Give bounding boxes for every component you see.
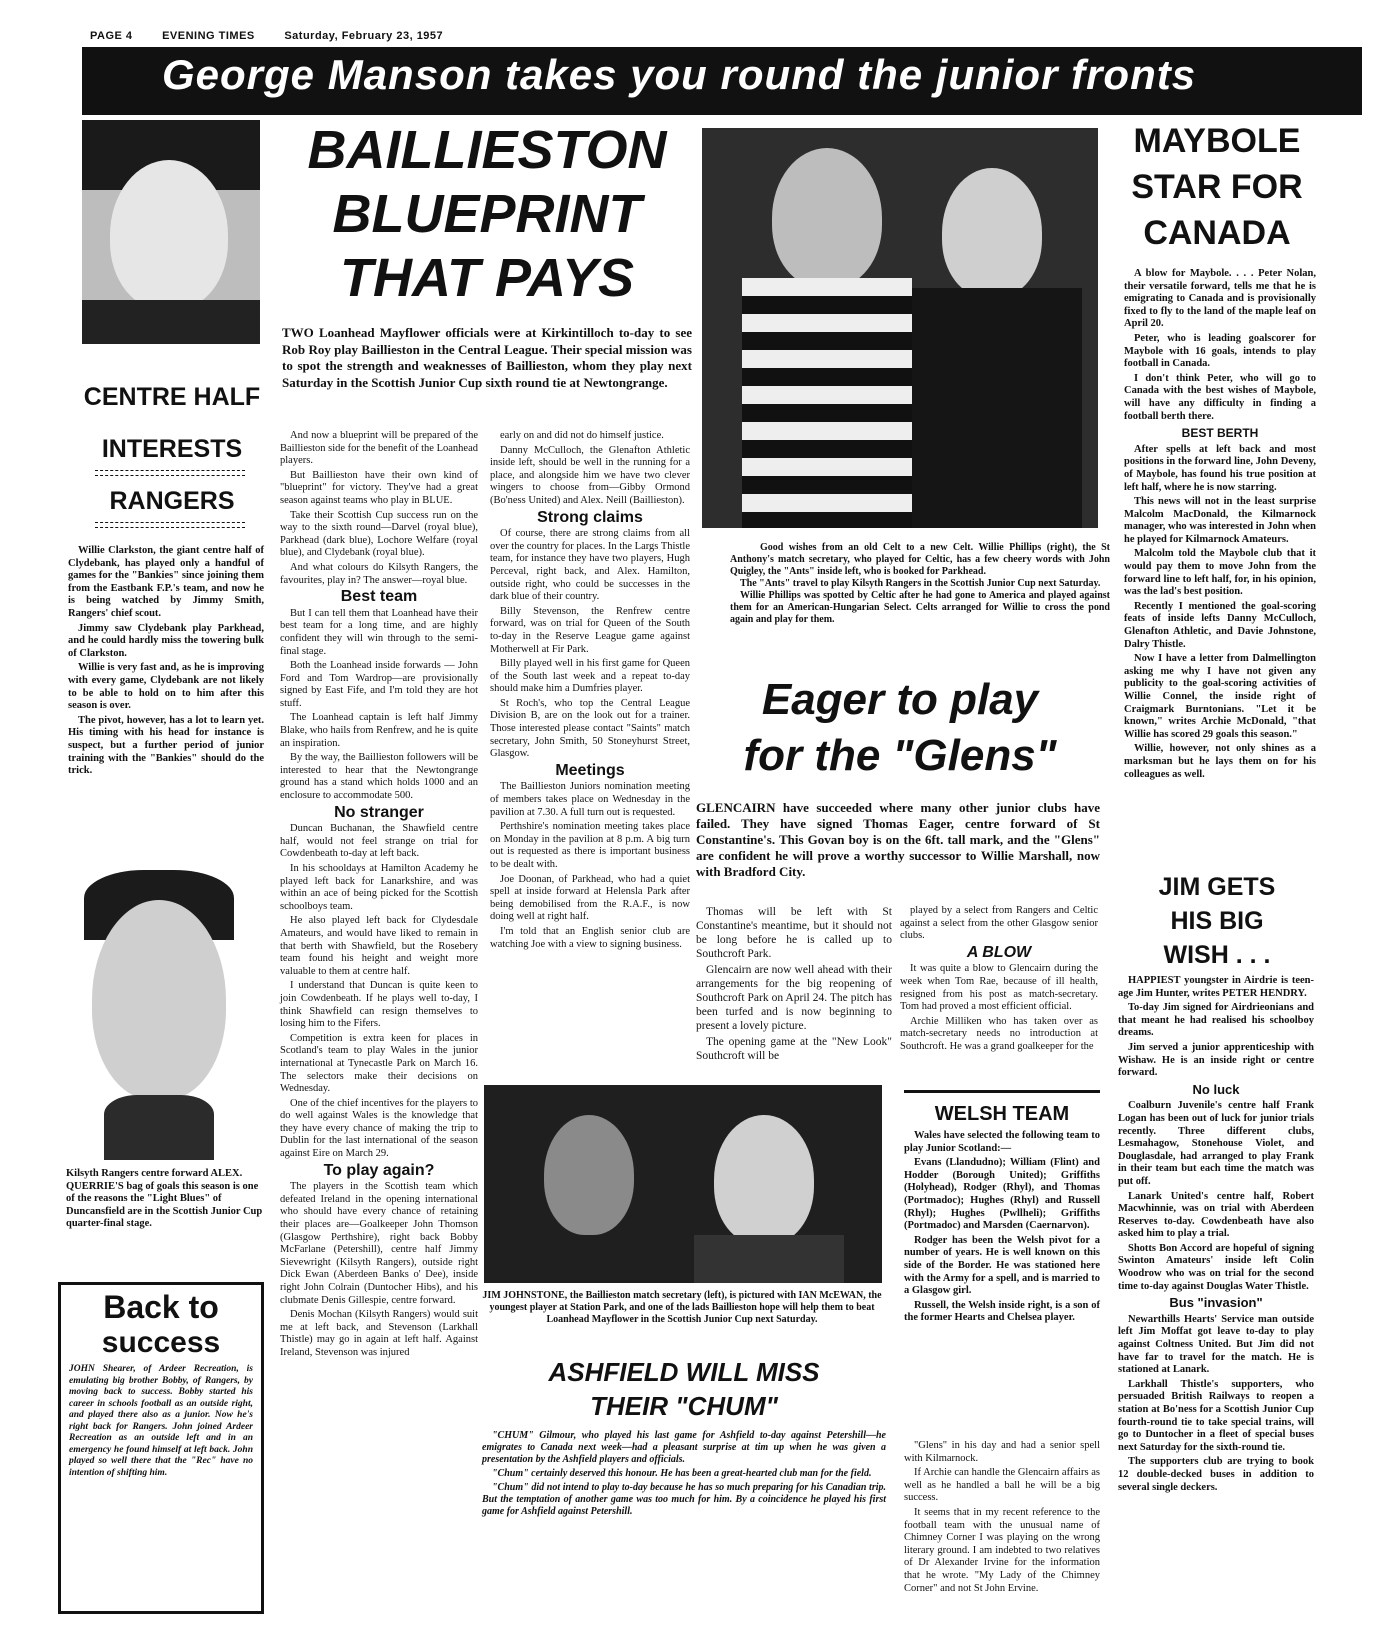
- issue-date: Saturday, February 23, 1957: [284, 30, 444, 42]
- divider: [95, 470, 245, 476]
- paragraph: Archie Milliken who has taken over as match-secretary needs no introduction at Southcroft. He was a grand goalkeeper for the: [900, 1015, 1098, 1052]
- maybole-headline-line-1: MAYBOLE: [1133, 122, 1301, 160]
- main-column-1: [280, 430, 478, 1362]
- glens-headline: [700, 672, 1100, 784]
- paragraph: Evans (Llandudno); William (Flint) and Hodder (Borough United); Griffiths (Holyhead), Rodger (Rhyl), and Thomas (Portmadoc); Hughes (Rhyl) and Russell (Rhyl); Hughes (Pwllheli); Griffiths (Portmadoc) and Marsden (Caernarvon).: [904, 1157, 1100, 1232]
- paragraph: Willie is very fast and, as he is improving with every game, Clydebank are not likely to be able to hold on to him after this season is over.: [68, 662, 264, 712]
- paragraph: The Loanhead captain is left half Jimmy Blake, who hails from Renfrew, and he is quite an inspiration.: [280, 712, 478, 749]
- subhead-bus-invasion: Bus "invasion": [1169, 1295, 1263, 1311]
- paragraph: Wales have selected the following team to play Junior Scotland:—: [904, 1130, 1100, 1154]
- paragraph: "Chum" did not intend to play to-day because he has so much preparing for his Canadian trip. But the temptation of another game was too much for him. By a coincidence he played his first game for Ashfield against Petershill.: [482, 1482, 886, 1517]
- paragraph: Rodger has been the Welsh pivot for a number of years. He is well known on this side of the Border. He was stationed here with the Army for a spell, and is married to a Glasgow girl.: [904, 1234, 1100, 1297]
- box-text: JOHN Shearer, of Ardeer Recreation, is emulating big brother Bobby, of Rangers, by moving back to success. Bobby started his career in schools football as an outside right, and played there also as a junior. Now he's right back for Rangers. John joined Ardeer Recreation as an outside left and in an emergency he found himself at left back. John played so well there that the "Rec" have no intention of shifting him.: [69, 1364, 253, 1478]
- subhead-no-stranger: No stranger: [334, 803, 424, 821]
- paragraph: Willie Clarkston, the giant centre half of Clydebank, has played only a handful of games for the "Bankies" since joining them from the Eastbank F.P.'s team, and now he is being watched by Jimmy Smith, Rangers' chief scout.: [68, 545, 264, 619]
- subhead-best-berth: BEST BERTH: [1181, 426, 1259, 441]
- paragraph: In his schooldays at Hamilton Academy he played left back for Lanarkshire, and was within an ace of being picked for the Scottish schoolboys team.: [280, 863, 478, 912]
- welsh-headline: WELSH TEAM: [934, 1103, 1070, 1125]
- back-to-success-box: [58, 1282, 264, 1614]
- paragraph: Take their Scottish Cup success run on the way to the sixth round—Darvel (royal blue), Parkhead (dark blue), Lochore Welfare (royal blue), and Clydebank (royal blue).: [280, 509, 478, 559]
- paragraph: If Archie can handle the Glencairn affairs as well as he handled a ball he will be a big success.: [904, 1467, 1100, 1504]
- photo-top-caption: [730, 542, 1110, 626]
- paragraph: The pivot, however, has a lot to learn yet. His timing with his head for instance is suspect, but a further period of junior training with the "Bankies" should do the trick.: [68, 714, 264, 777]
- paragraph: Jim served a junior apprenticeship with Wishaw. He is an inside right or centre forward.: [1118, 1041, 1314, 1079]
- glens-headline-line-1: Eager to play: [761, 675, 1039, 724]
- box-title-1: Back to: [103, 1289, 219, 1325]
- jim-story: [1118, 975, 1314, 1496]
- paragraph: "CHUM" Gilmour, who played his last game for Ashfield to-day against Petershill—he emigrates to Canada next week—had a pleasant surprise at tim up when he was given a presentation by the Ashfield players and officials.: [482, 1430, 886, 1465]
- paragraph: Joe Doonan, of Parkhead, who had a quiet spell at inside forward at Helensla Park after being demobilised from the R.A.F., is now doing well at right half.: [490, 873, 690, 923]
- paragraph: But I can tell them that Loanhead have their best team for a long time, and are highly confident they will win through to the semi-final stage.: [280, 607, 478, 657]
- divider: [95, 522, 245, 528]
- paragraph: Newarthills Hearts' Service man outside left Jim Moffat got leave to-day to play against Coltness United. But Jim did not have far to travel for the match. He is stationed at Lanark.: [1118, 1313, 1314, 1376]
- welsh-story: [904, 1130, 1100, 1327]
- paragraph: early on and did not do himself justice.: [500, 430, 664, 441]
- page-header: [90, 30, 469, 42]
- paragraph: But Baillieston have their own kind of "blueprint" for victory. They've had a great season against teams who play in BLUE.: [280, 469, 478, 506]
- paragraph: I'm told that an English senior club are watching Joe with a view to signing business.: [490, 925, 690, 950]
- paragraph: Denis Mochan (Kilsyth Rangers) would suit me at left back, and Stevenson (Larkhall Thistle) may go in again at left half. Against Ireland, Stevenson was injured: [280, 1309, 478, 1358]
- paragraph: Willie, however, not only shines as a marksman but he lays them on for his colleagues as well.: [1124, 743, 1316, 780]
- paragraph: Danny McCulloch, the Glenafton Athletic inside left, should be well in the running for a place, and alongside him we have two clever wingers to choose from—Gibby Ormond (Bo'ness United) and Alex. Neill (Baillieston).: [490, 444, 690, 506]
- glens-column-b: [900, 905, 1098, 1056]
- paragraph: Thomas will be left with St Constantine's meantime, but it should not be long before he is called up to Southcroft Park.: [696, 906, 892, 960]
- paragraph: Of course, there are strong claims from all over the country for places. In the Largs Thistle team, for instance they have two players, Hugh Perceval, right back, and Alex. Hamilton, outside right, who could be successes in the dark blue of their country.: [490, 528, 690, 603]
- paragraph: Peter, who is leading goalscorer for Maybole with 16 goals, intends to play football in Canada.: [1124, 332, 1316, 370]
- paragraph: Glencairn are now well ahead with their arrangements for the big reopening of Southcroft Park on April 24. The pitch has been turfed and is now beginning to present a lovely picture.: [696, 964, 892, 1032]
- paragraph: I understand that Duncan is quite keen to join Cowdenbeath. If he plays well to-day, I think Shawfield can resign themselves to losing him to the Fifers.: [280, 980, 478, 1030]
- maybole-headline-line-2: STAR FOR: [1131, 168, 1303, 206]
- ashfield-headline-line-2: THEIR "CHUM": [590, 1391, 778, 1421]
- paragraph: Billy played well in his first game for Queen of the South last week and a repeat to-day should make him a Dumfries player.: [490, 658, 690, 695]
- welsh-continued: [904, 1440, 1100, 1597]
- paragraph: And now a blueprint will be prepared of the Baillieston side for the benefit of the Loanhead players.: [280, 430, 478, 467]
- photo-phillips-quigley: [702, 128, 1098, 528]
- paragraph: He also played left back for Clydesdale Amateurs, and would have liked to remain in that berth with Shawfield, but the Rosebery team found his height and weight more valuable to them at centre half.: [280, 915, 478, 977]
- left-story: [68, 545, 264, 780]
- paragraph: And what colours do Kilsyth Rangers, the favourites, play in? The answer—royal blue.: [280, 561, 478, 586]
- main-headline-line-1: BAILLIESTON: [307, 120, 667, 180]
- maybole-story: [1124, 268, 1316, 783]
- paragraph: St Roch's, who top the Central League Division B, are on the look out for a trainer. Those interested please contact "Saints" match secretary, John Smith, 50 Stoneyhurst Street, Glasgow.: [490, 697, 690, 760]
- jim-headline-line-2: HIS BIG: [1170, 907, 1264, 935]
- main-headline-line-3: THAT PAYS: [340, 248, 634, 308]
- paragraph: By the way, the Baillieston followers will be interested to hear that the Newtongrange ground has a stand which holds 1000 and an enclosure to accommodate 500.: [280, 752, 478, 802]
- banner-title: George Manson takes you round the junior fronts: [162, 51, 1197, 98]
- portrait-photo-querrie: [64, 870, 254, 1160]
- paragraph: It was quite a blow to Glencairn during the week when Tom Rae, because of ill health, resigned from his post as match-secretary. Tom had proved a most efficient official.: [900, 963, 1098, 1013]
- maybole-headline-line-3: CANADA: [1143, 214, 1291, 252]
- left-headline-2: INTERESTS: [101, 435, 243, 463]
- caption-line: Good wishes from an old Celt to a new Celt. Willie Phillips (right), the St Anthony's match secretary, who played for Celtic, has a few cheery words with John Quigley, the "Ants" inside left, who is booked for Parkhead.: [730, 542, 1110, 577]
- ashfield-story: [482, 1430, 886, 1520]
- banner: [82, 47, 1362, 115]
- photo-bottom-caption: JIM JOHNSTONE, the Baillieston match secretary (left), is pictured with IAN McEWAN, the youngest player at Station Park, and one of the lads Baillieston hope will help them to beat Loanhead Mayflower in the Scottish Junior Cup next Saturday.: [482, 1290, 882, 1325]
- ashfield-headline: [484, 1355, 884, 1423]
- box-title-2: success: [101, 1326, 221, 1359]
- paragraph: A blow for Maybole. . . . Peter Nolan, their versatile forward, tells me that he is emigrating to Canada and is provisionally fixed to fly to the land of the maple leaf on April 20.: [1124, 268, 1316, 330]
- paragraph: Russell, the Welsh inside right, is a son of the former Hearts and Chelsea player.: [904, 1299, 1100, 1324]
- paragraph: Both the Loanhead inside forwards — John Ford and Tom Wardrop—are provisionally signed by East Fife, and I'm told they are hot stuff.: [280, 660, 478, 709]
- paragraph: Jimmy saw Clydebank play Parkhead, and he could hardly miss the towering bulk of Clarkston.: [68, 622, 264, 659]
- glens-lead: GLENCAIRN have succeeded where many other junior clubs have failed. They have signed Thomas Eager, centre forward of St Constantine's. This Govan boy is on the 6ft. tall mark, and the "Glens" are confident he will prove a worthy successor to Willie Marshall, now with Bradford City.: [696, 800, 1100, 879]
- glens-headline-line-2: for the "Glens": [743, 731, 1057, 780]
- paragraph: Malcolm told the Maybole club that it would pay them to move John from the forward line to left half, for, in his opinion, was the lad's best position.: [1124, 548, 1316, 598]
- jim-gets-headline: [1112, 870, 1322, 972]
- maybole-headline: [1112, 118, 1322, 256]
- paragraph: Duncan Buchanan, the Shawfield centre half, would not feel strange on trial for Cowdenbeath to-day at left back.: [280, 823, 478, 860]
- paragraph: To-day Jim signed for Airdrieonians and that meant he had realised his schoolboy dreams.: [1118, 1002, 1314, 1039]
- caption-line: The "Ants" travel to play Kilsyth Rangers in the Scottish Junior Cup next Saturday.: [740, 578, 1101, 589]
- photo-johnstone-mcewan: [484, 1085, 882, 1283]
- paragraph: Billy Stevenson, the Renfrew centre forward, was on trial for Queen of the South to-day in the Reserve League game against Motherwell at Fir Park.: [490, 605, 690, 655]
- main-headline: [282, 118, 692, 310]
- jim-headline-line-3: WISH . . .: [1163, 941, 1271, 969]
- paragraph: Competition is extra keen for places in Scotland's team to play Wales in the junior international at Tynecastle Park on March 16. The selectors make their decisions on Wednesday.: [280, 1032, 478, 1095]
- paragraph: Recently I mentioned the goal-scoring feats of inside lefts Danny McCulloch, Glenafton Athletic, and Davie Johnstone, Dalry Thistle.: [1124, 600, 1316, 650]
- paragraph: The Baillieston Juniors nomination meeting of members takes place on Wednesday in the pavilion at 7.30. A full turn out is requested.: [490, 781, 690, 818]
- paragraph: played by a select from Rangers and Celtic against a select from the other Glasgow senior clubs.: [900, 905, 1098, 942]
- paragraph: Now I have a letter from Dalmellington asking me why I have not given any publicity to the goal-scoring activities of Willie Connel, the inside right of Craigmark Burntonians. "Let it be known," writes Archie McDonald, "that Willie has scored 29 goals this season.": [1124, 653, 1316, 740]
- paragraph: This news will not in the least surprise Malcolm MacDonald, the Kilmarnock manager, who was interested in John when he played for Kilmarnock Amateurs.: [1124, 496, 1316, 545]
- paragraph: HAPPIEST youngster in Airdrie is teen-age Jim Hunter, writes PETER HENDRY.: [1118, 975, 1314, 999]
- paragraph: The supporters club are trying to book 12 double-decked buses in addition to several single deckers.: [1118, 1456, 1314, 1493]
- newspaper-name: EVENING TIMES: [162, 30, 255, 42]
- subhead-a-blow: A BLOW: [966, 943, 1032, 961]
- subhead-to-play-again: To play again?: [323, 1161, 435, 1179]
- jim-headline-line-1: JIM GETS: [1158, 873, 1276, 901]
- subhead-meetings: Meetings: [555, 761, 625, 779]
- main-column-2: [490, 430, 690, 953]
- paragraph: Lanark United's centre half, Robert Macwhinnie, was on trial with Aberdeen Reserves to-day. Cowdenbeath have also asked him to play a trial.: [1118, 1190, 1314, 1240]
- left-headline-3: RANGERS: [109, 487, 235, 515]
- portrait-photo-top-left: [82, 120, 260, 344]
- ashfield-headline-line-1: ASHFIELD WILL MISS: [548, 1357, 820, 1387]
- paragraph: The players in the Scottish team which defeated Ireland in the opening international who should have every chance of retaining their places are—Goalkeeper John Thomson (Glasgow Perthshire), right back Bobby McFarlane (Petershill), centre half Jimmy Sievewright (Kilsyth Rangers), outside right Dick Ewan (Aberdeen Banks o' Dee), inside right John Colrain (Duntocher Hibs), and his clubmate Denis Gillespie, centre forward.: [280, 1181, 478, 1306]
- paragraph: I don't think Peter, who will go to Canada with the best wishes of Maybole, will have any difficulty in finding a football berth there.: [1124, 372, 1316, 422]
- main-headline-line-2: BLUEPRINT: [332, 184, 642, 244]
- main-lead: TWO Loanhead Mayflower officials were at Kirkintilloch to-day to see Rob Roy play Baillieston in the Central League. Their special mission was to spot the strength and weaknesses of Baillieston, whom they play next Saturday in the Scottish Junior Cup sixth round tie at Newtongrange.: [282, 325, 692, 390]
- subhead-strong-claims: Strong claims: [537, 508, 643, 526]
- querrie-caption: Kilsyth Rangers centre forward ALEX. QUERRIE'S bag of goals this season is one of the reasons the "Light Blues" of Duncansfield are in the Scottish Junior Cup quarter-final stage.: [66, 1168, 263, 1230]
- glens-column-a: [696, 905, 892, 1065]
- left-headline-1: CENTRE HALF: [83, 383, 261, 411]
- paragraph: After spells at left back and most positions in the forward line, John Deveny, of Maybole, has found his true position at left half, where he is now starring.: [1124, 443, 1316, 493]
- paragraph: Shotts Bon Accord are hopeful of signing Swinton Amateurs' inside left Colin Woodrow who was on trial for the second time to-day against Douglas Water Thistle.: [1118, 1242, 1314, 1292]
- paragraph: "Chum" certainly deserved this honour. He has been a great-hearted club man for the field.: [492, 1468, 872, 1479]
- paragraph: "Glens" in his day and had a senior spell with Kilmarnock.: [904, 1440, 1100, 1464]
- paragraph: One of the chief incentives for the players to do well against Wales is the knowledge that they have every chance of making the trip to Dublin for the last international of the season against Eire on March 29.: [280, 1097, 478, 1160]
- paragraph: It seems that in my recent reference to the football team with the unusual name of Chimney Corner I was playing on the wrong literary ground. I am indebted to two relatives of Dr Alexander Irvine for the information that he wrote. "My Lady of the Chimney Corner" and not St John Ervine.: [904, 1506, 1100, 1594]
- caption-line: Willie Phillips was spotted by Celtic after he had gone to America and played against them for an American-Hungarian Select. Celts arranged for Willie to cross the pond again and play for them.: [730, 590, 1110, 625]
- paragraph: The opening game at the "New Look" Southcroft will be: [696, 1036, 892, 1062]
- paragraph: Larkhall Thistle's supporters, who persuaded British Railways to reopen a station at Bo'ness for a Scottish Junior Cup fourth-round tie to take special trains, will go to Duntocher in a fleet of special buses next Saturday for the sixth-round tie.: [1118, 1378, 1314, 1453]
- paragraph: Coalburn Juvenile's centre half Frank Logan has been out of luck for junior trials recently. Three different clubs, Lesmahagow, Stonehouse Violet, and Douglasdale, had arranged to play Frank in their team but each time the match was put off.: [1118, 1100, 1314, 1187]
- page-number: PAGE 4: [90, 30, 133, 42]
- subhead-best-team: Best team: [340, 588, 418, 606]
- subhead-no-luck: No luck: [1192, 1081, 1240, 1097]
- paragraph: Perthshire's nomination meeting takes place on Monday in the pavilion at 8 p.m. A big turn out is requested as there is important business to be dealt with.: [490, 821, 690, 870]
- welsh-rule: [904, 1090, 1100, 1093]
